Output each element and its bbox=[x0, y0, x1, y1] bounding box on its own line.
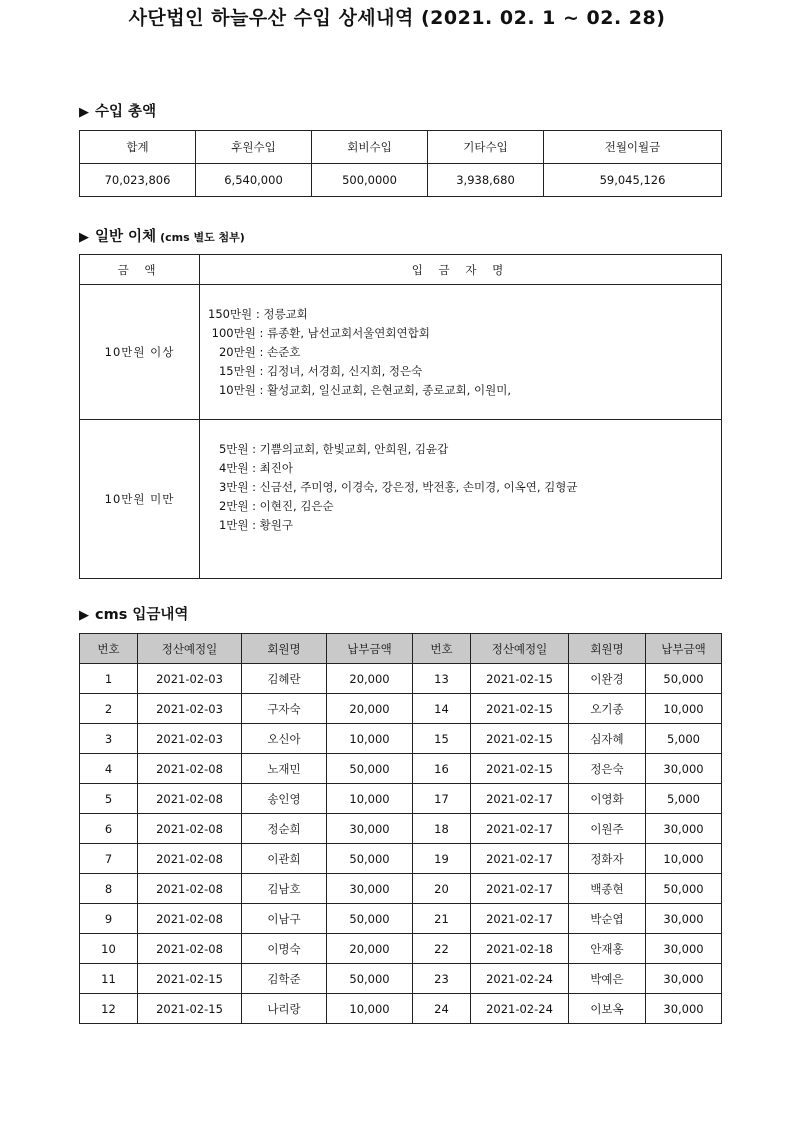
value-cell: 3,938,680 bbox=[428, 164, 544, 197]
settlement-date-cell: 2021-02-17 bbox=[471, 874, 569, 904]
header-cell: 금 액 bbox=[80, 255, 200, 285]
triangle-bullet-icon: ▶ bbox=[79, 608, 89, 623]
row-number-cell: 19 bbox=[413, 844, 471, 874]
settlement-date-cell: 2021-02-15 bbox=[471, 754, 569, 784]
header-cell: 정산예정일 bbox=[138, 634, 242, 664]
member-name-cell: 정화자 bbox=[569, 844, 646, 874]
payment-amount-cell: 10,000 bbox=[327, 784, 413, 814]
member-name-cell: 오기종 bbox=[569, 694, 646, 724]
payment-amount-cell: 5,000 bbox=[646, 724, 722, 754]
amount-category: 10만원 이상 bbox=[80, 285, 200, 420]
settlement-date-cell: 2021-02-17 bbox=[471, 814, 569, 844]
settlement-date-cell: 2021-02-18 bbox=[471, 934, 569, 964]
payment-amount-cell: 30,000 bbox=[646, 964, 722, 994]
payment-amount-cell: 30,000 bbox=[646, 904, 722, 934]
payment-amount-cell: 30,000 bbox=[646, 754, 722, 784]
settlement-date-cell: 2021-02-08 bbox=[138, 904, 242, 934]
header-cell: 회원명 bbox=[242, 634, 327, 664]
settlement-date-cell: 2021-02-15 bbox=[138, 964, 242, 994]
table-row bbox=[80, 724, 722, 754]
header-cell: 회비수입 bbox=[312, 131, 428, 164]
payment-amount-cell: 20,000 bbox=[327, 934, 413, 964]
value-cell: 70,023,806 bbox=[80, 164, 196, 197]
member-name-cell: 이관희 bbox=[242, 844, 327, 874]
member-name-cell: 송인영 bbox=[242, 784, 327, 814]
member-name-cell: 김혜란 bbox=[242, 664, 327, 694]
section-title: cms 입금내역 bbox=[95, 607, 189, 623]
member-name-cell: 이남구 bbox=[242, 904, 327, 934]
row-number-cell: 5 bbox=[80, 784, 138, 814]
row-number-cell: 12 bbox=[80, 994, 138, 1024]
header-cell: 회원명 bbox=[569, 634, 646, 664]
settlement-date-cell: 2021-02-08 bbox=[138, 814, 242, 844]
member-name-cell: 백종현 bbox=[569, 874, 646, 904]
row-number-cell: 17 bbox=[413, 784, 471, 814]
value-cell: 6,540,000 bbox=[196, 164, 312, 197]
payment-amount-cell: 10,000 bbox=[646, 694, 722, 724]
table-header-row bbox=[80, 634, 722, 664]
donor-line: 4만원 : 최진아 bbox=[208, 461, 294, 475]
member-name-cell: 정순희 bbox=[242, 814, 327, 844]
table-row bbox=[80, 420, 722, 579]
payment-amount-cell: 10,000 bbox=[327, 994, 413, 1024]
member-name-cell: 김남호 bbox=[242, 874, 327, 904]
row-number-cell: 13 bbox=[413, 664, 471, 694]
member-name-cell: 박순엽 bbox=[569, 904, 646, 934]
donor-line: 150만원 : 정릉교회 bbox=[208, 306, 308, 321]
payment-amount-cell: 30,000 bbox=[646, 994, 722, 1024]
row-number-cell: 14 bbox=[413, 694, 471, 724]
row-number-cell: 21 bbox=[413, 904, 471, 934]
cms-deposit-table bbox=[79, 633, 722, 1024]
table-row bbox=[80, 164, 722, 197]
member-name-cell: 이원주 bbox=[569, 814, 646, 844]
payment-amount-cell: 10,000 bbox=[327, 724, 413, 754]
row-number-cell: 4 bbox=[80, 754, 138, 784]
table-header-row bbox=[80, 131, 722, 164]
payment-amount-cell: 50,000 bbox=[646, 874, 722, 904]
payment-amount-cell: 50,000 bbox=[327, 964, 413, 994]
table-row bbox=[80, 285, 722, 420]
row-number-cell: 18 bbox=[413, 814, 471, 844]
section-heading-total bbox=[79, 100, 156, 121]
table-row bbox=[80, 934, 722, 964]
amount-category: 10만원 미만 bbox=[80, 420, 200, 579]
donor-line: 5만원 : 기쁨의교회, 한빛교회, 안희원, 김윤갑 bbox=[208, 442, 449, 456]
row-number-cell: 3 bbox=[80, 724, 138, 754]
member-name-cell: 나리랑 bbox=[242, 994, 327, 1024]
settlement-date-cell: 2021-02-03 bbox=[138, 724, 242, 754]
row-number-cell: 7 bbox=[80, 844, 138, 874]
payment-amount-cell: 30,000 bbox=[327, 814, 413, 844]
donor-line: 20만원 : 손준호 bbox=[208, 344, 301, 359]
settlement-date-cell: 2021-02-24 bbox=[471, 964, 569, 994]
settlement-date-cell: 2021-02-08 bbox=[138, 754, 242, 784]
settlement-date-cell: 2021-02-08 bbox=[138, 844, 242, 874]
section-title: 일반 이체 bbox=[95, 229, 157, 245]
payment-amount-cell: 20,000 bbox=[327, 694, 413, 724]
table-row bbox=[80, 664, 722, 694]
member-name-cell: 정은숙 bbox=[569, 754, 646, 784]
row-number-cell: 20 bbox=[413, 874, 471, 904]
settlement-date-cell: 2021-02-08 bbox=[138, 874, 242, 904]
header-cell: 합계 bbox=[80, 131, 196, 164]
header-cell: 정산예정일 bbox=[471, 634, 569, 664]
member-name-cell: 김학준 bbox=[242, 964, 327, 994]
payment-amount-cell: 30,000 bbox=[327, 874, 413, 904]
general-transfer-table bbox=[79, 254, 722, 579]
income-summary-table bbox=[79, 130, 722, 197]
member-name-cell: 오신아 bbox=[242, 724, 327, 754]
row-number-cell: 15 bbox=[413, 724, 471, 754]
donor-line: 100만원 : 류종환, 남선교회서울연회연합회 bbox=[208, 325, 430, 340]
member-name-cell: 구자숙 bbox=[242, 694, 327, 724]
settlement-date-cell: 2021-02-03 bbox=[138, 664, 242, 694]
row-number-cell: 16 bbox=[413, 754, 471, 784]
settlement-date-cell: 2021-02-08 bbox=[138, 934, 242, 964]
settlement-date-cell: 2021-02-15 bbox=[471, 694, 569, 724]
donor-line: 2만원 : 이현진, 김은순 bbox=[208, 499, 334, 513]
table-row bbox=[80, 994, 722, 1024]
value-cell: 500,0000 bbox=[312, 164, 428, 197]
section-note: (cms 별도 첨부) bbox=[160, 231, 245, 244]
table-header-row bbox=[80, 255, 722, 285]
row-number-cell: 8 bbox=[80, 874, 138, 904]
payment-amount-cell: 30,000 bbox=[646, 814, 722, 844]
member-name-cell: 이완경 bbox=[569, 664, 646, 694]
donor-list bbox=[200, 420, 722, 579]
header-cell: 번호 bbox=[80, 634, 138, 664]
table-row bbox=[80, 754, 722, 784]
donor-line: 1만원 : 황원구 bbox=[208, 518, 294, 532]
payment-amount-cell: 10,000 bbox=[646, 844, 722, 874]
donor-line: 15만원 : 김정녀, 서경희, 신지희, 정은숙 bbox=[208, 363, 423, 378]
header-cell: 납부금액 bbox=[327, 634, 413, 664]
row-number-cell: 2 bbox=[80, 694, 138, 724]
section-title: 수입 총액 bbox=[95, 104, 157, 120]
value-cell: 59,045,126 bbox=[544, 164, 722, 197]
row-number-cell: 1 bbox=[80, 664, 138, 694]
member-name-cell: 노재민 bbox=[242, 754, 327, 784]
payment-amount-cell: 50,000 bbox=[327, 844, 413, 874]
member-name-cell: 박예은 bbox=[569, 964, 646, 994]
table-row bbox=[80, 874, 722, 904]
row-number-cell: 22 bbox=[413, 934, 471, 964]
member-name-cell: 이영화 bbox=[569, 784, 646, 814]
member-name-cell: 이보옥 bbox=[569, 994, 646, 1024]
section-heading-cms bbox=[79, 603, 188, 624]
settlement-date-cell: 2021-02-17 bbox=[471, 784, 569, 814]
row-number-cell: 10 bbox=[80, 934, 138, 964]
header-cell: 납부금액 bbox=[646, 634, 722, 664]
settlement-date-cell: 2021-02-24 bbox=[471, 994, 569, 1024]
payment-amount-cell: 20,000 bbox=[327, 664, 413, 694]
donor-line: 3만원 : 신금선, 주미영, 이경숙, 강은정, 박전홍, 손미경, 이옥연, 김형균 bbox=[208, 480, 578, 494]
section-heading-general bbox=[79, 225, 245, 246]
header-cell: 기타수입 bbox=[428, 131, 544, 164]
settlement-date-cell: 2021-02-15 bbox=[471, 664, 569, 694]
triangle-bullet-icon: ▶ bbox=[79, 105, 89, 120]
page-title: 사단법인 하늘우산 수입 상세내역 (2021. 02. 1 ~ 02. 28) bbox=[128, 7, 666, 29]
settlement-date-cell: 2021-02-17 bbox=[471, 904, 569, 934]
table-row bbox=[80, 844, 722, 874]
donor-line: 10만원 : 활성교회, 일신교회, 은현교회, 종로교회, 이원미, bbox=[208, 382, 511, 397]
table-row bbox=[80, 784, 722, 814]
table-row bbox=[80, 814, 722, 844]
settlement-date-cell: 2021-02-15 bbox=[471, 724, 569, 754]
header-cell: 후원수입 bbox=[196, 131, 312, 164]
triangle-bullet-icon: ▶ bbox=[79, 230, 89, 245]
row-number-cell: 11 bbox=[80, 964, 138, 994]
payment-amount-cell: 30,000 bbox=[646, 934, 722, 964]
payment-amount-cell: 50,000 bbox=[646, 664, 722, 694]
row-number-cell: 6 bbox=[80, 814, 138, 844]
member-name-cell: 이명숙 bbox=[242, 934, 327, 964]
row-number-cell: 9 bbox=[80, 904, 138, 934]
settlement-date-cell: 2021-02-15 bbox=[138, 994, 242, 1024]
row-number-cell: 23 bbox=[413, 964, 471, 994]
member-name-cell: 안재홍 bbox=[569, 934, 646, 964]
settlement-date-cell: 2021-02-08 bbox=[138, 784, 242, 814]
row-number-cell: 24 bbox=[413, 994, 471, 1024]
donor-list bbox=[200, 285, 722, 420]
payment-amount-cell: 50,000 bbox=[327, 754, 413, 784]
header-cell: 전월이월금 bbox=[544, 131, 722, 164]
header-cell: 입 금 자 명 bbox=[200, 255, 722, 285]
table-row bbox=[80, 964, 722, 994]
header-cell: 번호 bbox=[413, 634, 471, 664]
settlement-date-cell: 2021-02-03 bbox=[138, 694, 242, 724]
payment-amount-cell: 50,000 bbox=[327, 904, 413, 934]
settlement-date-cell: 2021-02-17 bbox=[471, 844, 569, 874]
payment-amount-cell: 5,000 bbox=[646, 784, 722, 814]
table-row bbox=[80, 694, 722, 724]
table-row bbox=[80, 904, 722, 934]
member-name-cell: 심자혜 bbox=[569, 724, 646, 754]
